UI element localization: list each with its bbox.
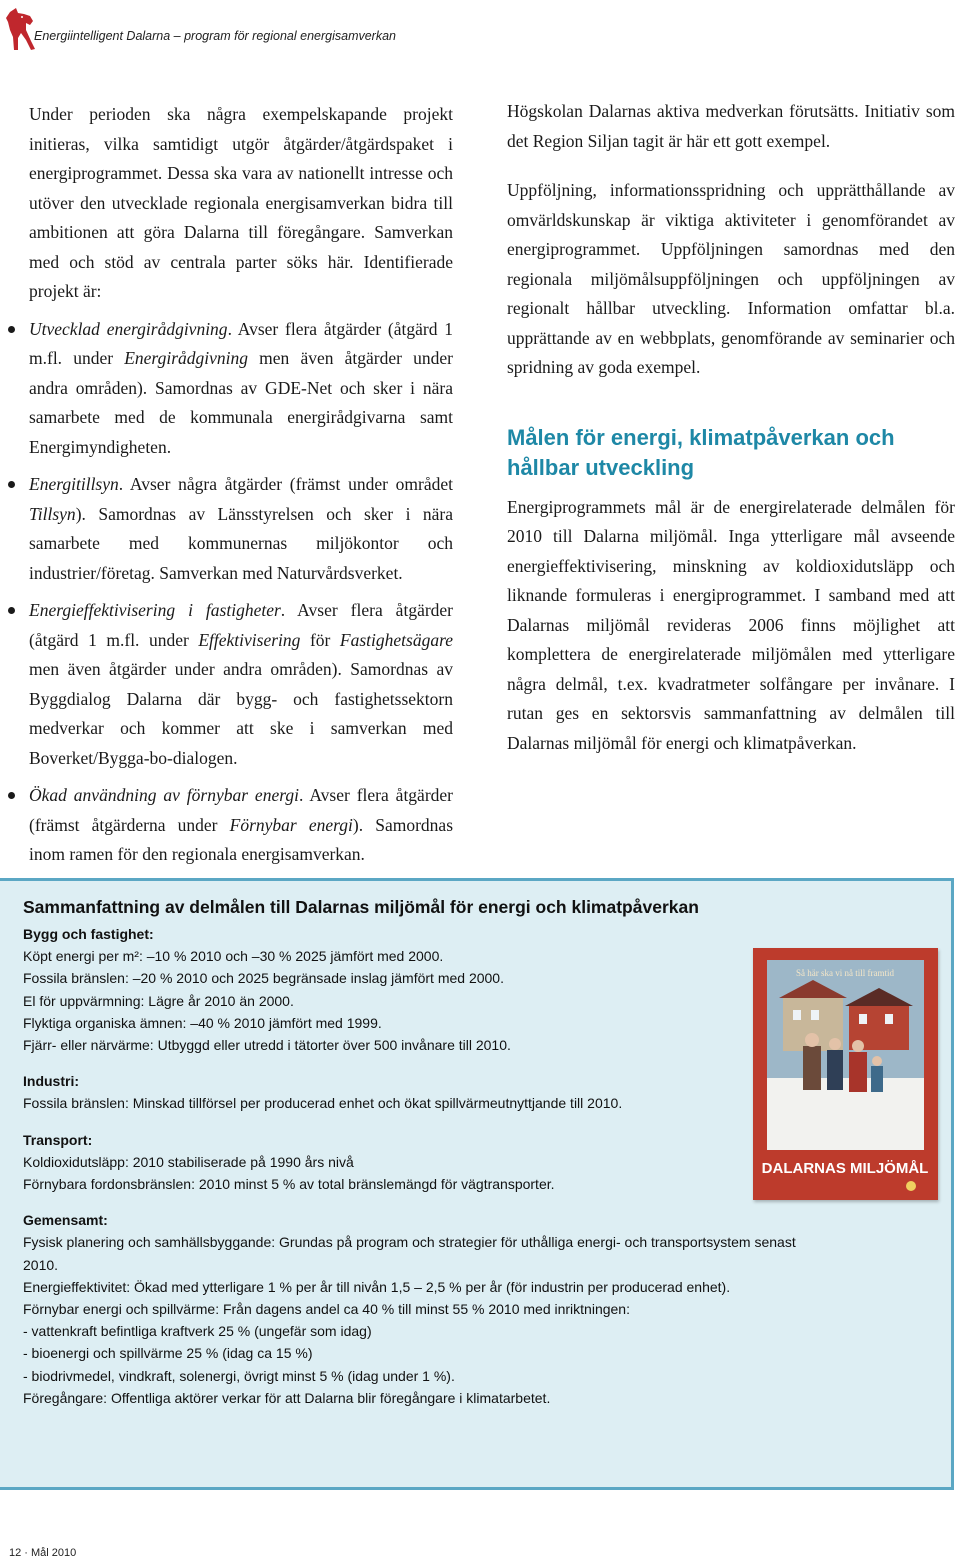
right-column — [507, 97, 955, 758]
goal-line: - vattenkraft befintliga kraftverk 25 % (ungefär som idag) — [23, 1323, 372, 1340]
list-em: Effektivisering — [198, 629, 301, 650]
paragraph: Energiprogrammets mål är de energirelaterade delmålen för 2010 till Dalarna miljömål. Inga ytterligare mål avseende energieffektivisering, minskning av koldioxidutsläpp och liknande formuleras i energiprogrammet. I samband med att Dalarnas miljömål revideras 2006 finns möjlighet att komplettera de energirelaterade miljömålen med ytterligare några delmål, t.ex. kvadratmeter solfångare per invånare. I rutan ges en sektorsvis sammanfattning av delmålen till Dalarnas miljömål för energi och klimatpåverkan. — [507, 496, 955, 753]
section-heading: Målen för energi, klimatpåverkan och hållbar utveckling — [507, 424, 895, 480]
goal-line: - biodrivmedel, vindkraft, solenergi, övrigt minst 5 % (idag under 1 %). — [23, 1367, 455, 1384]
header-title: Energiintelligent Dalarna – program för regional energisamverkan — [34, 29, 396, 43]
section-heading: Bygg och fastighet: — [23, 926, 154, 942]
list-item — [29, 596, 453, 773]
goal-line: Energieffektivitet: Ökad med ytterligare 1 % per år till nivån 1,5 – 2,5 % per år (för industrin per producerad enhet). — [23, 1278, 731, 1295]
list-text: men även åtgärder under andra områden). Samordnas av GDE-Net och sker i nära samarbete med de kommunala energirådgivarna samt Energimyndigheten. — [29, 348, 453, 457]
dalahorse-logo-icon — [4, 6, 36, 52]
list-text: . Avser flera åtgärder (främst åtgärderna under — [29, 785, 453, 835]
project-name: Energieffektivisering i fastigheter — [29, 600, 281, 620]
project-name: Ökad användning av förnybar energi — [29, 785, 299, 805]
cover-subtitle: Så här ska vi nå till framtid — [796, 968, 894, 978]
goal-line: Fysisk planering och samhällsbyggande: Grundas på program och strategier för uthålliga energi- och transportsystem senast 2010. — [23, 1234, 796, 1273]
summary-title: Sammanfattning av delmålen till Dalarnas miljömål för energi och klimatpåverkan — [23, 897, 699, 917]
list-em: Energirådgivning — [124, 348, 249, 368]
project-list — [29, 315, 453, 870]
page-footer: 12 · Mål 2010 — [9, 1547, 77, 1559]
goal-line: Föregångare: Offentliga aktörer verkar för att Dalarna blir föregångare i klimatarbetet. — [23, 1389, 551, 1406]
cover-title: DALARNAS MILJÖMÅL — [761, 1160, 929, 1177]
list-item — [29, 781, 453, 870]
list-text: för — [300, 629, 340, 650]
intro-paragraph: Under perioden ska några exempelskapande projekt initieras, vilka samtidigt utgör åtgärder/åtgärdspaket i energiprogrammet. Dessa ska vara av nationellt intresse och utöver den utvecklade regionala energisamverkan bidra till ambitionen att göra Dalarna till föregångare. Samverkan med och stöd av centrala parter söks här. Identifierade projekt är: — [29, 104, 453, 301]
goal-line: Förnybara fordonsbränslen: 2010 minst 5 % av total bränslemängd för vägtransporter. — [23, 1176, 555, 1193]
goal-line: Fossila bränslen: –20 % 2010 och 2025 begränsade inslag jämfört med 2000. — [23, 970, 504, 987]
list-text: men även åtgärder under andra områden). Samordnas av Byggdialog Dalarna där bygg- och fastighetssektorn medverkar och kommer att ske i samverkan med Boverket/Bygga-bo-dialogen. — [29, 659, 453, 768]
list-text: ). Samordnas av Länsstyrelsen och sker i nära samarbete med kommunernas miljökontor och industrier/företag. Samverkan med Naturvårdsverket. — [29, 503, 453, 583]
goal-line: Köpt energi per m²: –10 % 2010 och –30 % 2025 jämfört med 2000. — [23, 948, 444, 965]
page-header — [0, 0, 960, 70]
paragraph: Högskolan Dalarnas aktiva medverkan förutsätts. Initiativ som det Region Siljan tagit är här ett gott exempel. — [507, 101, 955, 151]
goal-line: Förnybar energi och spillvärme: Från dagens andel ca 40 % till minst 55 % 2010 med inriktningen: — [23, 1301, 630, 1318]
list-text: . Avser flera åtgärder (åtgärd 1 m.fl. under — [29, 318, 453, 368]
list-text: ). Samordnas inom ramen för den regionala energisamverkan. — [29, 814, 454, 864]
goal-line: El för uppvärmning: Lägre år 2010 än 2000. — [23, 992, 294, 1009]
list-em: Tillsyn — [29, 503, 76, 524]
goal-line: - bioenergi och spillvärme 25 % (idag ca 15 %) — [23, 1345, 313, 1362]
goal-line: Flyktiga organiska ämnen: –40 % 2010 jämfört med 1999. — [23, 1014, 382, 1031]
list-text: . Avser flera åtgärder (åtgärd 1 m.fl. under — [29, 600, 454, 650]
list-em: Fastighetsägare — [339, 629, 453, 650]
list-item — [29, 470, 453, 588]
left-column — [29, 100, 453, 870]
paragraph: Uppföljning, informationsspridning och upprätthållande av omvärldskunskap är viktiga aktiviteter i genomförandet av energiprogrammet. Uppföljningen samordnas med den regionala miljömålsuppföljningen och uppföljningen av regionalt hållbar utveckling. Information omfattar bl.a. upprättande av en webbplats, genomförande av seminarier och spridning av goda exempel. — [507, 180, 955, 377]
goal-line: Koldioxidutsläpp: 2010 stabiliserade på 1990 års nivå — [23, 1153, 354, 1170]
list-em: Förnybar energi — [229, 814, 353, 835]
project-name: Utvecklad energirådgivning — [29, 318, 228, 339]
summary-box — [0, 878, 954, 1490]
project-name: Energitillsyn — [29, 474, 119, 494]
list-text: . Avser några åtgärder (främst under området — [118, 474, 453, 494]
section-heading: Industri: — [23, 1073, 79, 1090]
brochure-cover-image — [753, 948, 938, 1200]
list-item — [29, 315, 453, 463]
goal-line: Fjärr- eller närvärme: Utbyggd eller utredd i tätorter över 500 invånare till 2010. — [23, 1037, 511, 1054]
section-heading: Transport: — [23, 1131, 93, 1148]
section-heading: Gemensamt: — [23, 1212, 108, 1229]
goal-line: Fossila bränslen: Minskad tillförsel per producerad enhet och ökat spillvärmeutnyttjande till 2010. — [23, 1095, 623, 1112]
